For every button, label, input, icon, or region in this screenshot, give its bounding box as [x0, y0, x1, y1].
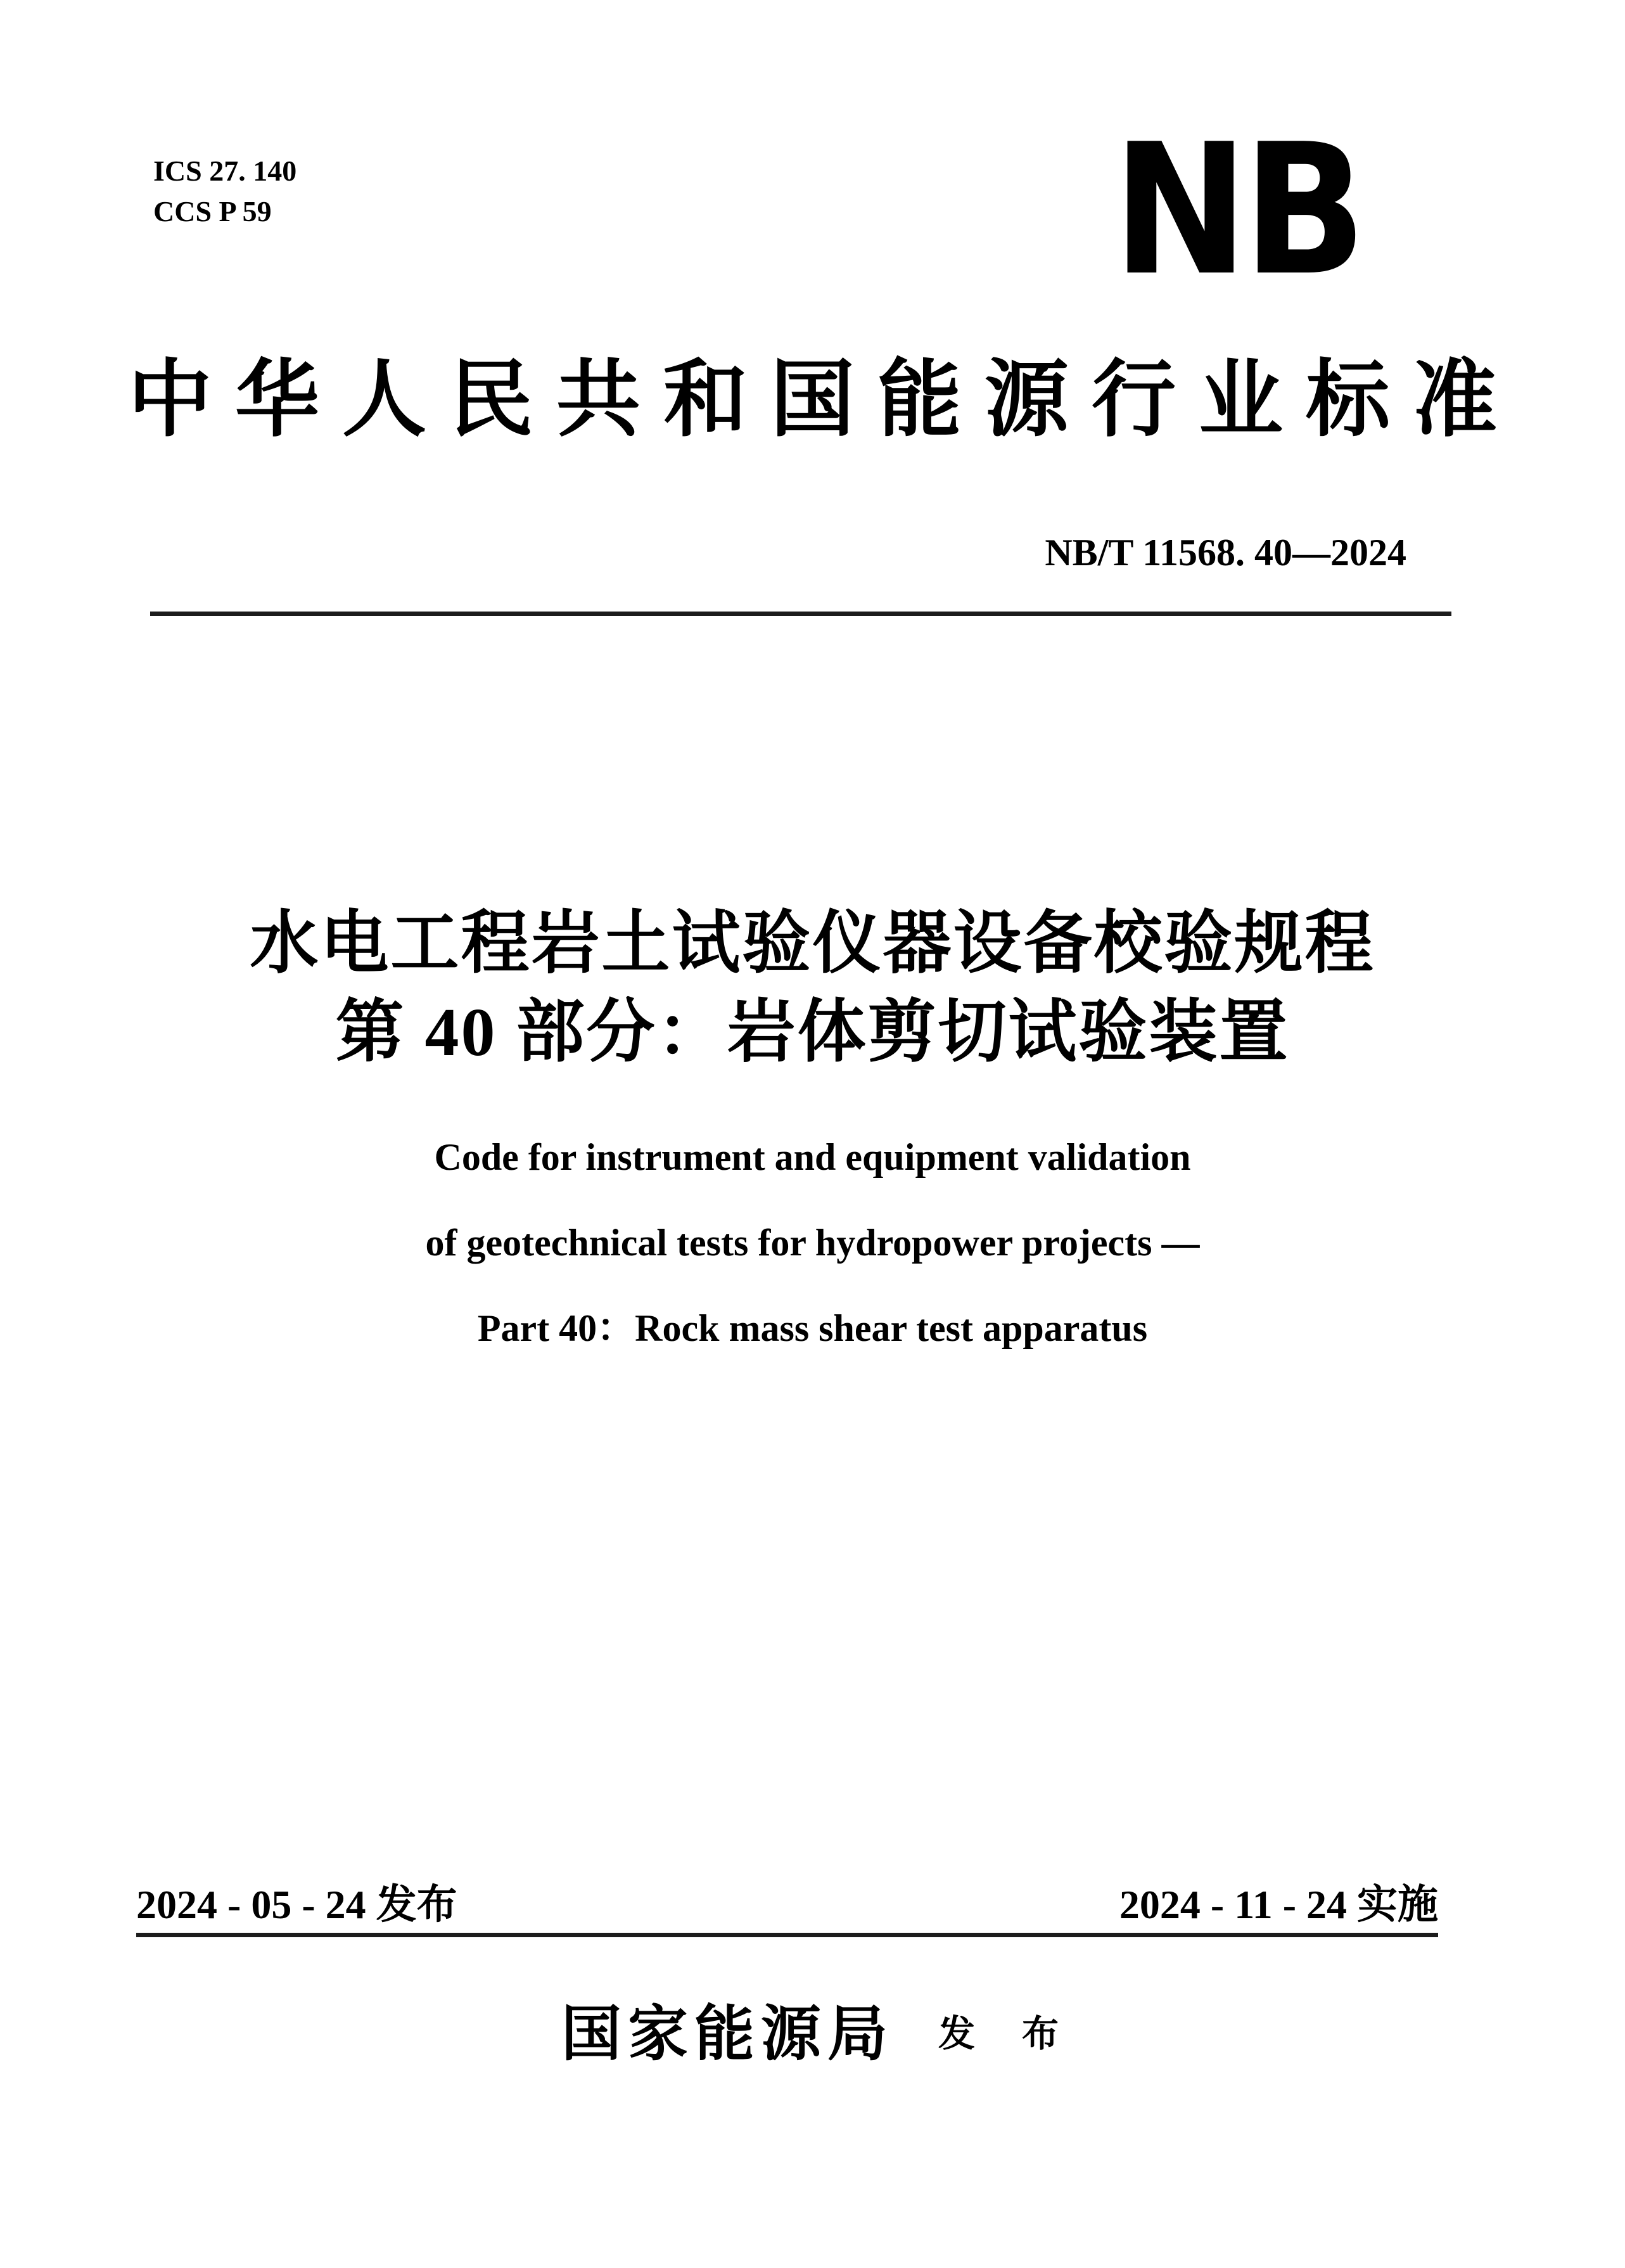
nb-logo: NB — [1112, 105, 1361, 316]
bottom-rule — [136, 1933, 1438, 1937]
date-row — [136, 1884, 1438, 1926]
publisher-row — [0, 2002, 1625, 2066]
publisher-name: 国家能源局 — [561, 2001, 894, 2068]
title-en-line1: Code for instrument and equipment validation — [434, 1136, 1191, 1178]
title-en-line3: Part 40：Rock mass shear test apparatus — [477, 1307, 1148, 1349]
classification-codes — [153, 151, 296, 232]
publish-action-label: 发 布 — [938, 2013, 1064, 2054]
standard-name-cn: 中华人民共和国能源行业标准 — [128, 353, 1520, 447]
title-en — [0, 1115, 1625, 1371]
title-cn — [0, 900, 1625, 1077]
title-cn-line2: 第 40 部分：岩体剪切试验装置 — [335, 995, 1290, 1070]
ics-code: ICS 27. 140 — [153, 155, 297, 187]
title-en-line2: of geotechnical tests for hydropower projects — — [425, 1222, 1200, 1264]
top-rule — [150, 612, 1451, 616]
standard-number: NB/T 11568. 40—2024 — [1045, 532, 1406, 573]
ccs-code: CCS P 59 — [153, 195, 272, 227]
issue-date: 2024 - 05 - 24 发布 — [136, 1882, 457, 1927]
implement-date: 2024 - 11 - 24 实施 — [1119, 1882, 1438, 1927]
title-cn-line1: 水电工程岩土试验仪器设备校验规程 — [250, 906, 1375, 982]
